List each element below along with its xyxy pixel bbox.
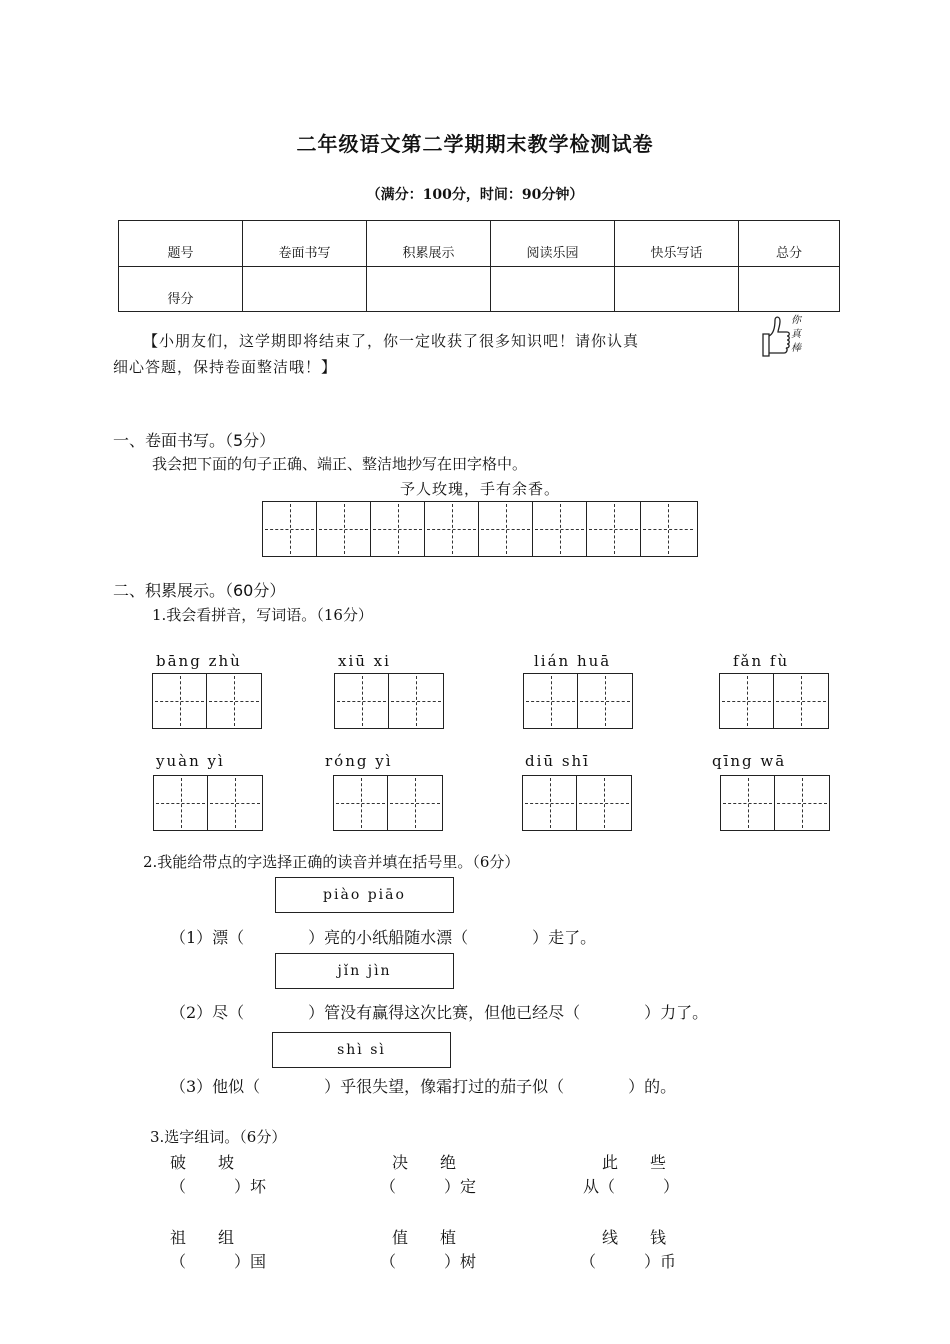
pinyin-label: xiū xi	[338, 652, 391, 670]
pinyin-label: fǎn fù	[733, 652, 790, 670]
grid-cell[interactable]	[388, 776, 442, 830]
grid-cell[interactable]	[154, 776, 208, 830]
score-col-handwriting: 卷面书写	[243, 221, 367, 267]
pinyin-label: yuàn yì	[156, 752, 225, 770]
pinyin-options-box: jǐn jìn	[275, 953, 454, 989]
word-grid[interactable]	[152, 673, 262, 729]
q3-chars: 值 植	[392, 1228, 457, 1247]
score-cell[interactable]	[491, 267, 615, 312]
grid-cell[interactable]	[425, 502, 479, 556]
q3-blank[interactable]: （ ）树	[380, 1252, 477, 1271]
grid-cell[interactable]	[208, 776, 262, 830]
q2-sentence-2: （2）尽（ ）管没有赢得这次比赛，但他已经尽（ ）力了。	[170, 1003, 709, 1022]
stamp-text: 你真棒	[791, 315, 801, 354]
page-title: 二年级语文第二学期期末教学检测试卷	[296, 132, 654, 156]
q3-chars: 线 钱	[602, 1228, 667, 1247]
q3-blank[interactable]: （ ）坏	[170, 1177, 267, 1196]
pinyin-label: qīng wā	[712, 752, 787, 770]
word-grid[interactable]	[522, 775, 632, 831]
section2-heading: 二、积累展示。（60分）	[113, 581, 286, 600]
score-table	[118, 220, 840, 312]
grid-cell[interactable]	[577, 776, 631, 830]
grid-cell[interactable]	[317, 502, 371, 556]
grid-cell[interactable]	[774, 674, 828, 728]
page-subtitle: （满分：100分，时间：90分钟）	[366, 187, 584, 203]
grid-cell[interactable]	[389, 674, 443, 728]
q3-title: 3.选字组词。（6分）	[150, 1128, 287, 1146]
pinyin-options-box: shì sì	[272, 1032, 451, 1068]
grid-cell[interactable]	[207, 674, 261, 728]
grid-cell[interactable]	[587, 502, 641, 556]
score-table-score-row	[119, 267, 840, 312]
score-cell[interactable]	[615, 267, 739, 312]
q3-chars: 此 些	[602, 1153, 667, 1172]
grid-cell[interactable]	[533, 502, 587, 556]
score-row-label: 得分	[119, 267, 243, 312]
grid-cell[interactable]	[524, 674, 578, 728]
copy-grid[interactable]	[262, 501, 698, 557]
section1-heading: 一、卷面书写。（5分）	[113, 431, 276, 450]
word-grid[interactable]	[523, 673, 633, 729]
thumbs-up-icon	[757, 312, 807, 364]
q1-title: 1.我会看拼音，写词语。（16分）	[152, 606, 373, 624]
q3-blank[interactable]: （ ）国	[170, 1252, 267, 1271]
grid-cell[interactable]	[263, 502, 317, 556]
intro-line-2: 细心答题，保持卷面整洁哦！】	[113, 358, 338, 376]
grid-cell[interactable]	[721, 776, 775, 830]
grid-cell[interactable]	[371, 502, 425, 556]
section1-sentence: 予人玫瑰，手有余香。	[400, 480, 561, 498]
score-col-label: 题号	[119, 221, 243, 267]
intro-text	[113, 328, 753, 380]
score-col-accumulation: 积累展示	[367, 221, 491, 267]
word-grid[interactable]	[153, 775, 263, 831]
score-col-writing: 快乐写话	[615, 221, 739, 267]
grid-cell[interactable]	[775, 776, 829, 830]
score-col-total: 总分	[739, 221, 840, 267]
q3-chars: 决 绝	[392, 1153, 457, 1172]
grid-cell[interactable]	[153, 674, 207, 728]
score-cell[interactable]	[367, 267, 491, 312]
grid-cell[interactable]	[523, 776, 577, 830]
score-cell[interactable]	[739, 267, 840, 312]
grid-cell[interactable]	[334, 776, 388, 830]
q2-sentence-1: （1）漂（ ）亮的小纸船随水漂（ ）走了。	[170, 928, 597, 947]
word-grid[interactable]	[720, 775, 830, 831]
pinyin-options-box: piào piāo	[275, 877, 454, 913]
grid-cell[interactable]	[720, 674, 774, 728]
pinyin-label: diū shī	[525, 752, 590, 770]
q3-blank[interactable]: 从（ ）	[583, 1177, 680, 1196]
word-grid[interactable]	[719, 673, 829, 729]
pinyin-label: bāng zhù	[156, 652, 242, 670]
q3-chars: 祖 组	[170, 1228, 235, 1247]
word-grid[interactable]	[333, 775, 443, 831]
pinyin-label: róng yì	[325, 752, 393, 770]
score-table-header-row	[119, 221, 840, 267]
grid-cell[interactable]	[641, 502, 695, 556]
q3-blank[interactable]: （ ）币	[580, 1252, 677, 1271]
score-col-reading: 阅读乐园	[491, 221, 615, 267]
grid-cell[interactable]	[479, 502, 533, 556]
score-cell[interactable]	[243, 267, 367, 312]
grid-cell[interactable]	[335, 674, 389, 728]
intro-line-1: 【小朋友们，这学期即将结束了，你一定收获了很多知识吧！请你认真	[143, 332, 640, 350]
section1-instruction: 我会把下面的句子正确、端正、整洁地抄写在田字格中。	[152, 455, 528, 473]
q3-blank[interactable]: （ ）定	[380, 1177, 477, 1196]
q2-sentence-3: （3）他似（ ）乎很失望，像霜打过的茄子似（ ）的。	[170, 1077, 677, 1096]
q2-title: 2.我能给带点的字选择正确的读音并填在括号里。（6分）	[143, 853, 520, 871]
q3-chars: 破 坡	[170, 1153, 235, 1172]
grid-cell[interactable]	[578, 674, 632, 728]
pinyin-label: lián huā	[534, 652, 612, 670]
word-grid[interactable]	[334, 673, 444, 729]
